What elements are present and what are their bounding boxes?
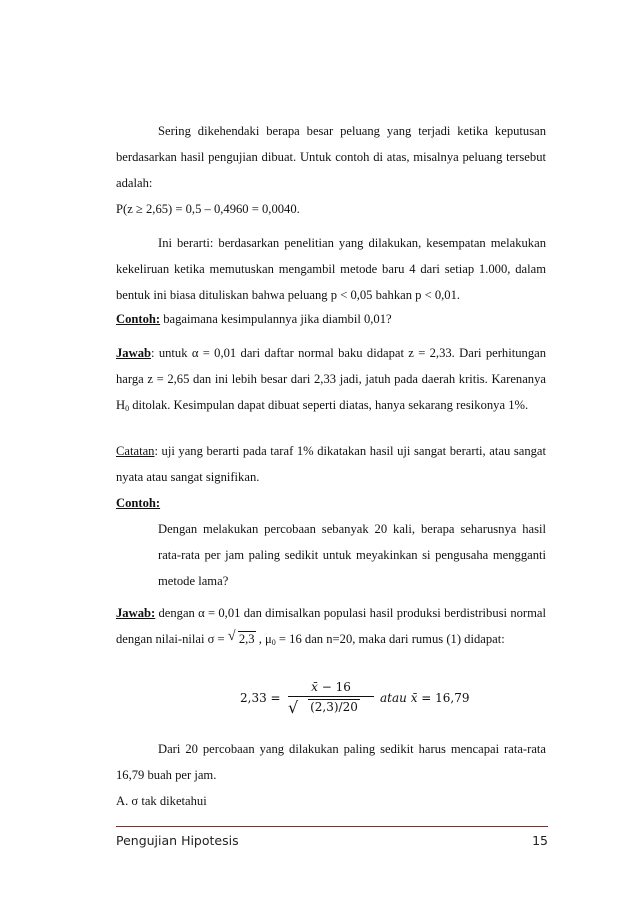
h-subscript: 0: [125, 404, 130, 413]
jawab2-text-part-c: = 16 dan n=20, maka dari rumus (1) didapat:: [275, 632, 505, 646]
formula-fraction: [288, 680, 374, 717]
paragraph-jawab-2: [116, 600, 546, 656]
paragraph-jawab-1: [116, 340, 546, 422]
paragraph-contoh-1: [116, 306, 546, 332]
footer-divider: [116, 826, 548, 827]
contoh-label-2: Contoh:: [116, 496, 161, 510]
page-number: 15: [532, 833, 548, 848]
contoh-label: Contoh:: [116, 312, 161, 326]
section-heading-a: A. σ tak diketahui: [116, 794, 207, 808]
jawab2-text-part-b: , μ: [255, 632, 272, 646]
sigma-sqrt: √ 2,3: [227, 629, 255, 646]
footer-title: Pengujian Hipotesis: [116, 833, 239, 848]
paragraph-contoh-2-question: Dengan melakukan percobaan sebanyak 20 kali, berapa seharusnya hasil rata-rata per jam paling sedikit untuk meyakinkan si pengusaha mengganti metode lama?: [158, 522, 546, 588]
formula-rhs: atau x̄ = 16,79: [380, 691, 470, 705]
paragraph-catatan: [116, 438, 546, 490]
jawab2-text-part-a: dengan α = 0,01 dan dimisalkan populasi hasil produksi berdistribusi normal dengan nilai-nilai σ =: [116, 606, 546, 646]
formula-denominator: √ (2,3)/20: [288, 698, 358, 717]
contoh-question: bagaimana kesimpulannya jika diambil 0,01?: [160, 312, 392, 326]
paragraph-result: Dari 20 percobaan yang dilakukan paling sedikit harus mencapai rata-rata 16,79 buah per jam.: [116, 742, 546, 782]
jawab-text-part-b: ditolak. Kesimpulan dapat dibuat seperti diatas, hanya sekarang resikonya 1%.: [129, 398, 529, 412]
paragraph-peluang-intro: Sering dikehendaki berapa besar peluang yang terjadi ketika keputusan berdasarkan hasil pengujian dibuat. Untuk contoh di atas, misalnya peluang tersebut adalah:: [116, 124, 546, 190]
catatan-label: Catatan: [116, 444, 155, 458]
jawab-label-2: Jawab:: [116, 606, 156, 620]
jawab-label: Jawab: [116, 346, 151, 360]
formula-numerator: x̄ − 16: [288, 680, 374, 697]
catatan-text: : uji yang berarti pada taraf 1% dikatakan hasil uji sangat berarti, atau sangat nyata atau sangat signifikan.: [116, 444, 546, 484]
mu-subscript: 0: [271, 638, 276, 647]
paragraph-ini-berarti: Ini berarti: berdasarkan penelitian yang dilakukan, kesempatan melakukan kekeliruan ketika memutuskan mengambil metode baru 4 dari setiap 1.000, dalam bentuk ini biasa dituliskan bahwa peluang p < 0,05 bahkan p < 0,01.: [116, 236, 546, 302]
formula-lhs: 2,33 =: [240, 691, 281, 705]
jawab-text-part-a: : untuk α = 0,01 dari daftar normal baku didapat z = 2,33. Dari perhitungan harga z = 2,65 dan ini lebih besar dari 2,33 jadi, jatuh pada daerah kritis. Karenanya H: [116, 346, 546, 412]
formula-block: [232, 680, 472, 726]
paragraph-probability-equation: P(z ≥ 2,65) = 0,5 – 0,4960 = 0,0040.: [116, 202, 300, 216]
paragraph-contoh-2-label: [116, 490, 546, 516]
